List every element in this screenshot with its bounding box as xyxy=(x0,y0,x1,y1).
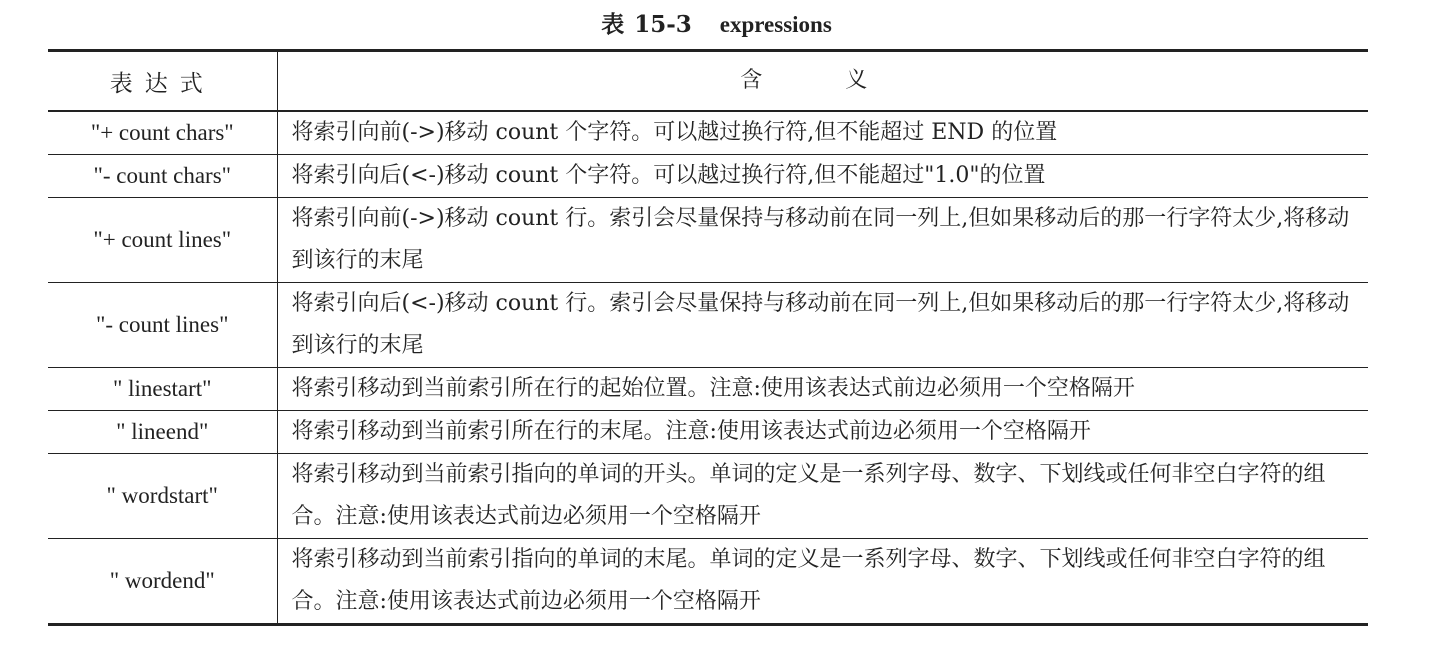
table-row xyxy=(48,539,1368,625)
table-row xyxy=(48,283,1368,368)
expression-cell: " lineend" xyxy=(48,411,277,454)
expression-cell: "- count lines" xyxy=(48,283,277,368)
meaning-cell: 将索引向前(->)移动 count 行。索引会尽量保持与移动前在同一列上,但如果移动后的那一行字符太少,将移动到该行的末尾 xyxy=(291,206,1350,273)
caption-label: 表 xyxy=(601,11,625,38)
expression-cell: "+ count lines" xyxy=(48,198,277,283)
meaning-cell: 将索引向后(<-)移动 count 行。索引会尽量保持与移动前在同一列上,但如果移动后的那一行字符太少,将移动到该行的末尾 xyxy=(291,291,1350,358)
expressions-table xyxy=(48,49,1368,626)
header-expression: 表达式 xyxy=(48,51,277,112)
expression-cell: " wordstart" xyxy=(48,454,277,539)
table-caption xyxy=(0,6,1433,39)
table-row xyxy=(48,111,1368,155)
expression-cell: " linestart" xyxy=(48,368,277,411)
table-row xyxy=(48,411,1368,454)
meaning-cell: 将索引向前(->)移动 count 个字符。可以越过换行符,但不能超过 END 的位置 xyxy=(291,120,1058,145)
expression-cell: "+ count chars" xyxy=(48,111,277,155)
caption-title: expressions xyxy=(719,12,832,37)
meaning-cell: 将索引移动到当前索引指向的单词的末尾。单词的定义是一系列字母、数字、下划线或任何非空白字符的组合。注意:使用该表达式前边必须用一个空格隔开 xyxy=(291,547,1326,614)
table-row xyxy=(48,368,1368,411)
header-row xyxy=(48,51,1368,112)
meaning-cell: 将索引移动到当前索引所在行的末尾。注意:使用该表达式前边必须用一个空格隔开 xyxy=(291,419,1091,444)
meaning-cell: 将索引移动到当前索引指向的单词的开头。单词的定义是一系列字母、数字、下划线或任何非空白字符的组合。注意:使用该表达式前边必须用一个空格隔开 xyxy=(291,462,1326,529)
expression-cell: "- count chars" xyxy=(48,155,277,198)
expression-cell: " wordend" xyxy=(48,539,277,625)
table-row xyxy=(48,155,1368,198)
table-row xyxy=(48,454,1368,539)
table-row xyxy=(48,198,1368,283)
caption-number: 15-3 xyxy=(634,11,692,38)
meaning-cell: 将索引移动到当前索引所在行的起始位置。注意:使用该表达式前边必须用一个空格隔开 xyxy=(291,376,1135,401)
header-meaning: 含 义 xyxy=(740,68,906,93)
meaning-cell: 将索引向后(<-)移动 count 个字符。可以越过换行符,但不能超过"1.0"的位置 xyxy=(291,163,1046,188)
